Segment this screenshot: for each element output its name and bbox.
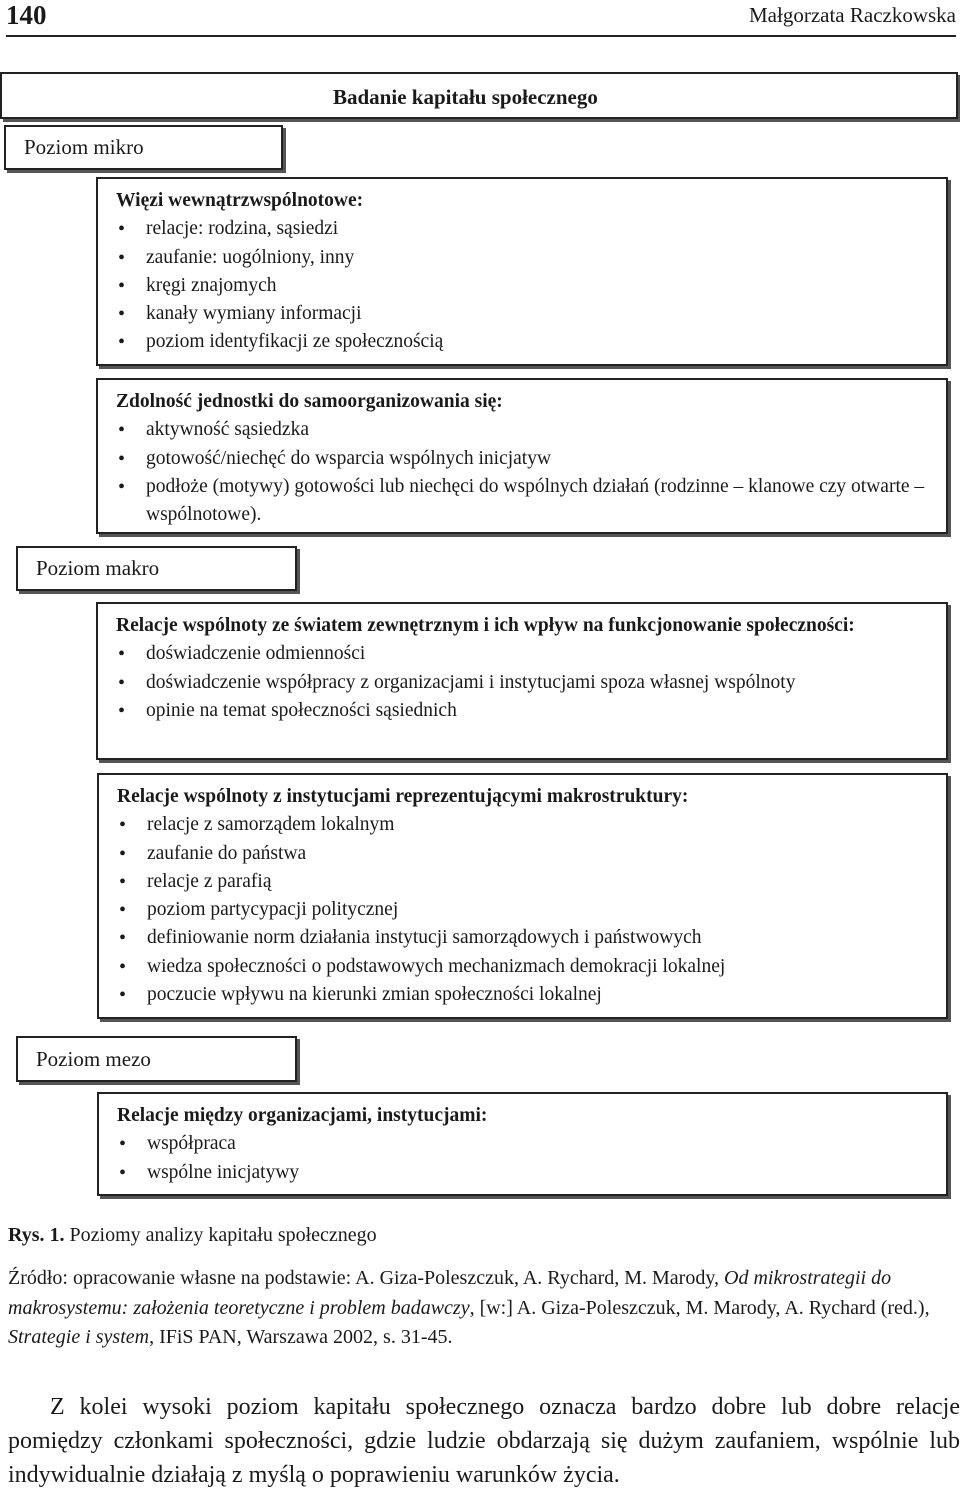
list-item: • poziom partycypacji politycznej: [117, 896, 932, 924]
box-relacje-ze-swiatem: [96, 602, 948, 760]
list-item: • zaufanie do państwa: [117, 840, 932, 868]
list-item: • definiowanie norm działania instytucji samorządowych i państwowych: [117, 924, 932, 952]
header-rule: [6, 35, 956, 37]
running-header-author: Małgorzata Raczkowska: [749, 3, 956, 27]
level-mikro-box: [4, 125, 283, 170]
source-title-2: Strategie i system: [8, 1326, 150, 1348]
figure-caption-text: Poziomy analizy kapitału społecznego: [64, 1224, 377, 1246]
body-paragraph: Z kolei wysoki poziom kapitału społecznego oznacza bardzo dobre lub dobre relacje pomiędzy członkami społeczności, gdzie ludzie obdarzają się dużym zaufaniem, wspólnie lub indywidualnie działają z myślą o poprawieniu warunków życia.: [8, 1394, 960, 1488]
figure-caption-label: Rys. 1.: [8, 1224, 65, 1246]
list-item: • poziom identyfikacji ze społecznością: [116, 328, 932, 356]
list-item: • aktywność sąsiedzka: [116, 416, 932, 444]
box-relacje-z-instytucjami: [97, 773, 948, 1019]
level-mezo-box: [16, 1036, 297, 1082]
list-item: • zaufanie: uogólniony, inny: [116, 244, 932, 272]
box-wiezi-wewnatrzwspolnotowe: [96, 177, 948, 366]
list-item: • relacje z parafią: [117, 868, 932, 896]
list-item: • relacje z samorządem lokalnym: [117, 811, 932, 839]
box-list: [116, 215, 932, 356]
list-item: • wiedza społeczności o podstawowych mechanizmach demokracji lokalnej: [117, 953, 932, 981]
list-item: • kanały wymiany informacji: [116, 300, 932, 328]
box-list: [116, 640, 932, 725]
box-heading: Zdolność jednostki do samoorganizowania się:: [116, 391, 503, 412]
level-mezo-label: Poziom mezo: [36, 1046, 151, 1071]
level-makro-box: [16, 546, 297, 591]
box-heading: Relacje wspólnoty z instytucjami reprezentującymi makrostruktury:: [117, 786, 689, 807]
box-zdolnosc-samoorganizowania: [96, 378, 948, 534]
box-heading: Więzi wewnątrzwspólnotowe:: [116, 190, 364, 211]
source-mid: , [w:] A. Giza-Poleszczuk, M. Marody, A. Rychard (red.),: [469, 1296, 930, 1319]
box-heading: Relacje między organizacjami, instytucjami:: [117, 1105, 488, 1126]
box-heading: Relacje wspólnoty ze światem zewnętrznym i ich wpływ na funkcjonowanie społeczności:: [116, 615, 855, 636]
list-item: • doświadczenie współpracy z organizacjami i instytucjami spoza własnej wspólnoty: [116, 669, 932, 697]
list-item: • poczucie wpływu na kierunki zmian społeczności lokalnej: [117, 981, 932, 1009]
list-item: • relacje: rodzina, sąsiedzi: [116, 215, 932, 243]
level-makro-label: Poziom makro: [36, 556, 160, 580]
list-item: • doświadczenie odmienności: [116, 640, 932, 668]
box-relacje-miedzy-organizacjami: [97, 1092, 948, 1196]
list-item: • gotowość/niechęć do wsparcia wspólnych inicjatyw: [116, 445, 932, 473]
source-suffix: , IFiS PAN, Warszawa 2002, s. 31-45.: [149, 1326, 453, 1348]
level-mikro-label: Poziom mikro: [24, 135, 144, 159]
body-text: [8, 1390, 960, 1492]
list-item: • podłoże (motywy) gotowości lub niechęci do wspólnych działań (rodzinne – klanowe czy otwarte – wspólnotowe).: [116, 473, 932, 530]
source-title-1: Od mikrostrategii do makrosystemu: założenia teoretyczne i problem badawczy: [8, 1267, 892, 1319]
list-item: • wspólne inicjatywy: [117, 1159, 932, 1187]
figure-caption: [8, 1224, 377, 1247]
page-number: 140: [6, 0, 47, 30]
source-prefix: Źródło: opracowanie własne na podstawie: A. Giza-Poleszczuk, A. Rychard, M. Marody,: [8, 1267, 725, 1289]
box-list: [116, 416, 932, 529]
box-list: [117, 811, 932, 1009]
diagram-title: Badanie kapitału społecznego: [333, 85, 598, 109]
box-list: [117, 1130, 932, 1187]
list-item: • opinie na temat społeczności sąsiednich: [116, 697, 932, 725]
figure-source: [8, 1264, 960, 1353]
list-item: • kręgi znajomych: [116, 272, 932, 300]
list-item: • współpraca: [117, 1130, 932, 1158]
